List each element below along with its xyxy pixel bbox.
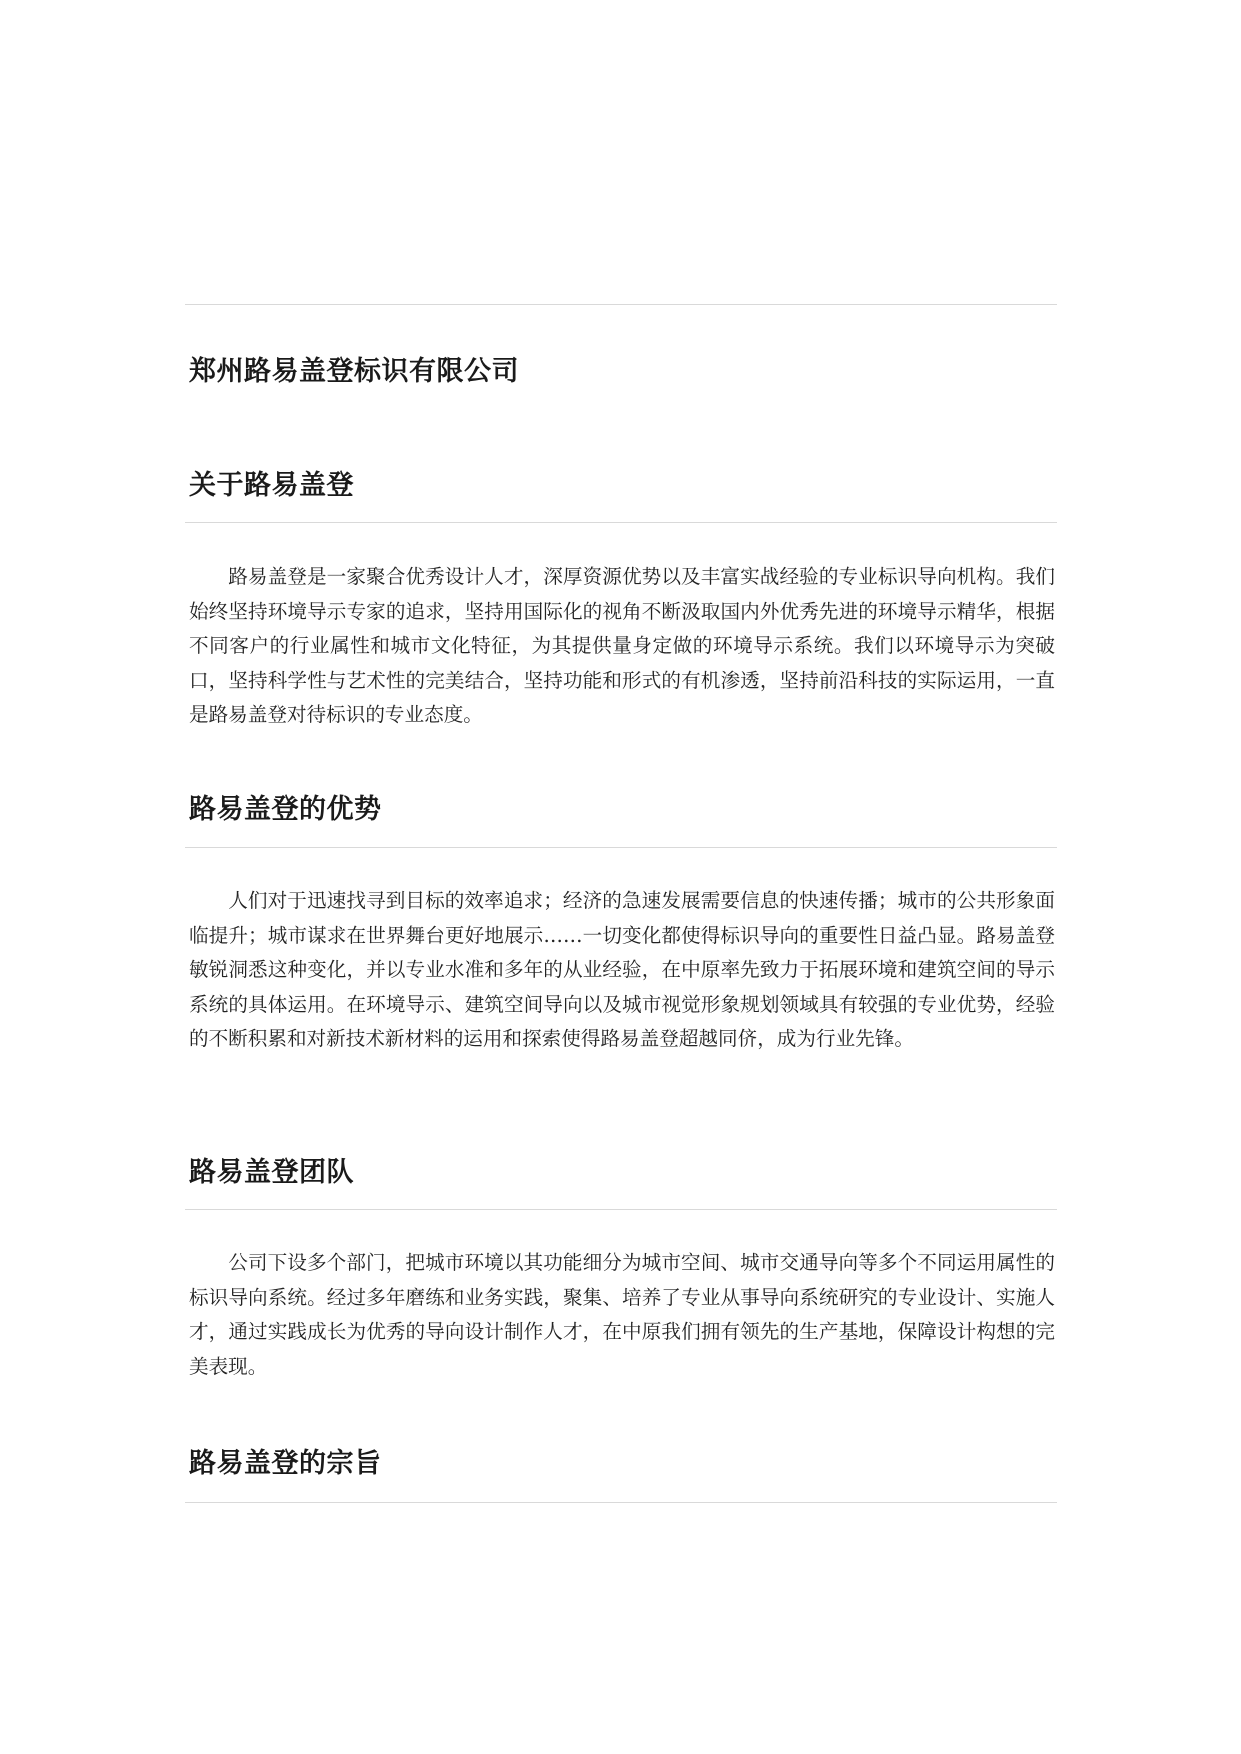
section-body-about: 路易盖登是一家聚合优秀设计人才，深厚资源优势以及丰富实战经验的专业标识导向机构。我们始终坚持环境导示专家的追求，坚持用国际化的视角不断汲取国内外优秀先进的环境导示精华，根据不同客户的行业属性和城市文化特征，为其提供量身定做的环境导示系统。我们以环境导示为突破口，坚持科学性与艺术性的完美结合，坚持功能和形式的有机渗透，坚持前沿科技的实际运用，一直是路易盖登对待标识的专业态度。 <box>189 565 1055 726</box>
section-heading-advantages: 路易盖登的优势 <box>189 794 382 825</box>
section-divider-advantages <box>185 847 1057 848</box>
company-title: 郑州路易盖登标识有限公司 <box>189 356 519 387</box>
section-divider-mission <box>185 1502 1057 1503</box>
section-heading-mission: 路易盖登的宗旨 <box>189 1448 382 1479</box>
section-heading-team: 路易盖登团队 <box>189 1157 354 1188</box>
section-body-advantages: 人们对于迅速找寻到目标的效率追求；经济的急速发展需要信息的快速传播；城市的公共形象面临提升；城市谋求在世界舞台更好地展示……一切变化都使得标识导向的重要性日益凸显。路易盖登敏锐洞悉这种变化，并以专业水准和多年的从业经验，在中原率先致力于拓展环境和建筑空间的导示系统的具体运用。在环境导示、建筑空间导向以及城市视觉形象规划领域具有较强的专业优势，经验的不断积累和对新技术新材料的运用和探索使得路易盖登超越同侪，成为行业先锋。 <box>189 889 1055 1050</box>
section-divider-about <box>185 522 1057 523</box>
top-divider <box>185 304 1057 305</box>
section-divider-team <box>185 1209 1057 1210</box>
section-heading-about: 关于路易盖登 <box>189 470 354 501</box>
section-body-team: 公司下设多个部门，把城市环境以其功能细分为城市空间、城市交通导向等多个不同运用属性的标识导向系统。经过多年磨练和业务实践，聚集、培养了专业从事导向系统研究的专业设计、实施人才，通过实践成长为优秀的导向设计制作人才，在中原我们拥有领先的生产基地，保障设计构想的完美表现。 <box>189 1251 1055 1378</box>
